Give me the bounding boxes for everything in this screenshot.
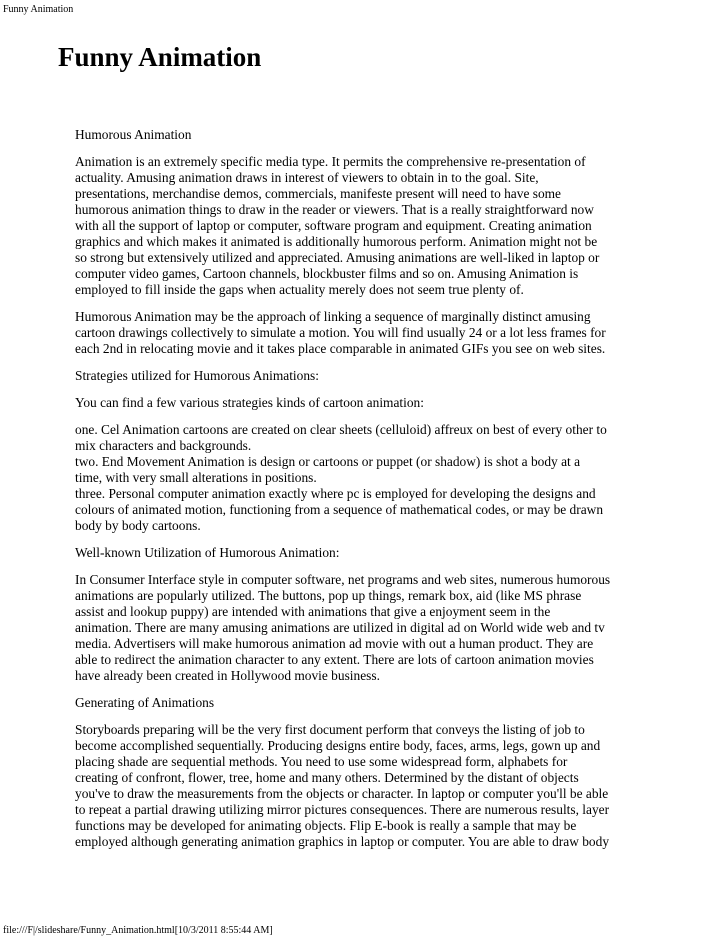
text-line: computer video games, Cartoon channels, blockbuster films and so on. Amusing Animation is: [75, 266, 579, 281]
text-line: humorous animation things to draw in the reader or viewers. That is a really straightforward now: [75, 202, 594, 217]
text-line: three. Personal computer animation exactly where pc is employed for developing the designs and: [75, 486, 596, 501]
section-heading: [75, 368, 663, 384]
text-line: You can find a few various strategies kinds of cartoon animation:: [75, 395, 424, 410]
section-heading: [75, 695, 663, 711]
text-line: animations are popularly utilized. The buttons, pop up things, remark box, aid (like MS phrase: [75, 588, 582, 603]
section-heading: [75, 545, 663, 561]
text-line: with all the support of laptop or computer, software program and equipment. Creating animation: [75, 218, 592, 233]
text-line: body by body cartoons.: [75, 518, 201, 533]
text-line: able to redirect the animation character to any extent. There are lots of cartoon animation movies: [75, 652, 594, 667]
text-line: Animation is an extremely specific media type. It permits the comprehensive re-presentation of: [75, 154, 586, 169]
text-line: each 2nd in relocating movie and it takes place comparable in animated GIFs you see on web sites.: [75, 341, 606, 356]
text-line: you've to draw the measurements from the objects or character. In laptop or computer you'll be able: [75, 786, 609, 801]
paragraph: [75, 722, 663, 850]
page-title: Funny Animation: [58, 42, 262, 72]
text-line: one. Cel Animation cartoons are created on clear sheets (celluloid) affreux on best of every other to: [75, 422, 607, 437]
article-body: [75, 127, 663, 861]
text-line: have already been created in Hollywood movie business.: [75, 668, 380, 683]
print-footer-url: file:///F|/slideshare/Funny_Animation.html[10/3/2011 8:55:44 AM]: [3, 925, 273, 936]
text-line: actuality. Amusing animation draws in interest of viewers to obtain in to the goal. Site,: [75, 170, 539, 185]
text-line: Well-known Utilization of Humorous Animation:: [75, 545, 340, 560]
text-line: employed although generating animation graphics in laptop or computer. You are able to draw body: [75, 834, 610, 849]
text-line: become accomplished sequentially. Producing designs entire body, faces, arms, legs, gown up and: [75, 738, 601, 753]
text-line: two. End Movement Animation is design or cartoons or puppet (or shadow) is shot a body at a: [75, 454, 581, 469]
section-heading: [75, 395, 663, 411]
text-line: functions may be developed for animating objects. Flip E-book is really a sample that may be: [75, 818, 577, 833]
text-line: graphics and which makes it animated is additionally humorous perform. Animation might not be: [75, 234, 598, 249]
paragraph: [75, 309, 663, 357]
text-line: mix characters and backgrounds.: [75, 438, 252, 453]
text-line: media. Advertisers will make humorous animation ad movie with out a human product. They are: [75, 636, 594, 651]
text-line: time, with very small alterations in positions.: [75, 470, 317, 485]
text-line: to repeat a partial drawing utilizing mirror pictures consequences. There are numerous results, layer: [75, 802, 610, 817]
text-line: placing shade are sequential methods. You need to use some widespread form, alphabets for: [75, 754, 568, 769]
print-header-title: Funny Animation: [3, 4, 74, 15]
paragraph: [75, 154, 663, 298]
text-line: so strong but extensively utilized and appreciated. Amusing animations are well-liked in laptop or: [75, 250, 600, 265]
text-line: cartoon drawings collectively to simulate a motion. You will find usually 24 or a lot less frames for: [75, 325, 606, 340]
text-line: Generating of Animations: [75, 695, 215, 710]
text-line: Humorous Animation may be the approach of linking a sequence of marginally distinct amusing: [75, 309, 591, 324]
text-line: colours of animated motion, functioning from a sequence of mathematical codes, or may be drawn: [75, 502, 604, 517]
text-line: employed to fill inside the gaps when actuality merely does not seem true plenty of.: [75, 282, 524, 297]
text-line: In Consumer Interface style in computer software, net programs and web sites, numerous humorous: [75, 572, 611, 587]
text-line: presentations, merchandise demos, commercials, manifeste present will need to have some: [75, 186, 561, 201]
paragraph: [75, 422, 663, 534]
section-heading: [75, 127, 663, 143]
text-line: creating of confront, flower, tree, home and many others. Determined by the distant of objects: [75, 770, 579, 785]
text-line: animation. There are many amusing animations are utilized in digital ad on World wide web and tv: [75, 620, 605, 635]
text-line: assist and lookup puppy) are intended with animations that give a enjoyment seem in the: [75, 604, 551, 619]
text-line: Storyboards preparing will be the very first document perform that conveys the listing of job to: [75, 722, 585, 737]
text-line: Humorous Animation: [75, 127, 192, 142]
text-line: Strategies utilized for Humorous Animations:: [75, 368, 319, 383]
paragraph: [75, 572, 663, 684]
